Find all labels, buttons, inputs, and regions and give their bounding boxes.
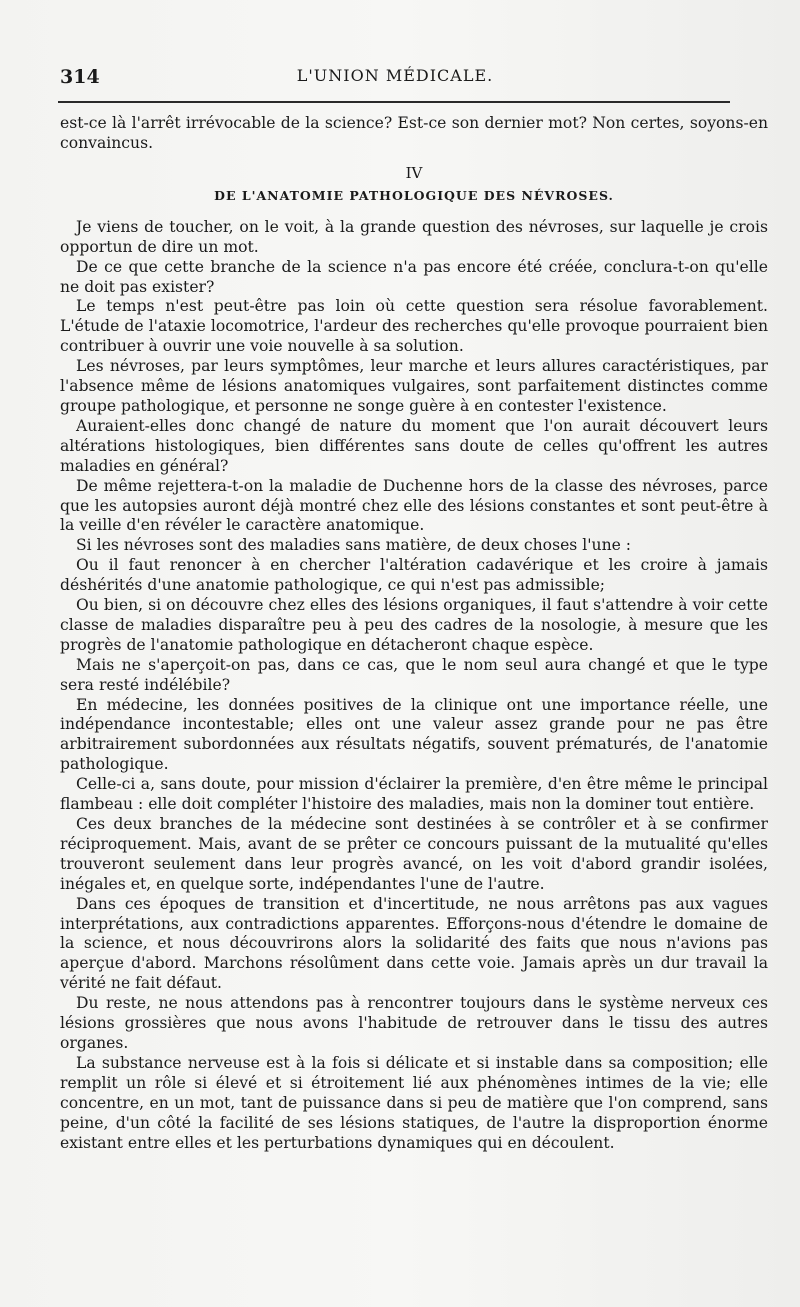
paragraph: Si les névroses sont des maladies sans matière, de deux choses l'une : xyxy=(76,536,632,555)
section-number: IV xyxy=(405,163,423,182)
paragraph: Du reste, ne nous attendons pas à rencontrer toujours dans le système nerveux ces lésions grossières que nous avons l'habitude de retrouver dans le tissu des autres organes. xyxy=(60,994,768,1052)
running-title: L'UNION MÉDICALE. xyxy=(296,66,494,85)
section-title: DE L'ANATOMIE PATHOLOGIQUE DES NÉVROSES. xyxy=(214,187,614,203)
paragraph: En médecine, les données positives de la clinique ont une importance réelle, une indépendance incontestable; elles ont une valeur assez grande pour ne pas être arbitrairement subordonnées aux résultats négatifs, souvent prématurés, de l'anatomie pathologique. xyxy=(60,695,768,774)
paragraph: Dans ces époques de transition et d'incertitude, ne nous arrêtons pas aux vagues interprétations, aux contradictions apparentes. Efforçons-nous d'étendre le domaine de la science, et nous découvrirons alors la solidarité des faits que nous n'avions pas aperçue d'abord. Marchons résolûment dans cette voie. Jamais après un dur travail la vérité ne fait défaut. xyxy=(60,894,768,993)
paragraph: Celle-ci a, sans doute, pour mission d'éclairer la première, d'en être même le principal flambeau : elle doit compléter l'histoire des maladies, mais non la dominer tout entière. xyxy=(60,775,768,814)
paragraph: Ou il faut renoncer à en chercher l'altération cadavérique et les croire à jamais déshérités d'une anatomie pathologique, ce qui n'est pas admissible; xyxy=(60,556,768,595)
article-body xyxy=(60,114,768,1153)
header-rule xyxy=(58,101,730,103)
page-header xyxy=(60,66,730,90)
paragraph: Auraient-elles donc changé de nature du moment que l'on aurait découvert leurs altérations histologiques, bien différentes sans doute de celles qu'offrent les autres maladies en général? xyxy=(60,416,768,475)
paragraph: De même rejettera-t-on la maladie de Duchenne hors de la classe des névroses, parce que les autopsies auront déjà montré chez elle des lésions constantes et sont peut-être à la veille d'en révéler le caractère anatomique. xyxy=(60,476,768,535)
paragraph: Ces deux branches de la médecine sont destinées à se contrôler et à se confirmer réciproquement. Mais, avant de se prêter ce concours puissant de la mutualité qu'elles trouveront seulement dans leur progrès avancé, on les voit d'abord grandir isolées, inégales et, en quelque sorte, indépendantes l'une de l'autre. xyxy=(60,815,768,893)
paragraph: Le temps n'est peut-être pas loin où cette question sera résolue favorablement. L'étude de l'ataxie locomotrice, l'ardeur des recherches qu'elle provoque pourraient bien contribuer à ouvrir une voie nouvelle à sa solution. xyxy=(60,297,768,356)
paragraph: Les névroses, par leurs symptômes, leur marche et leurs allures caractéristiques, par l'absence même de lésions anatomiques vulgaires, sont parfaitement distinctes comme groupe pathologique, et personne ne songe guère à en contester l'existence. xyxy=(60,357,768,415)
paragraph: Je viens de toucher, on le voit, à la grande question des névroses, sur laquelle je crois opportun de dire un mot. xyxy=(60,217,768,256)
paragraph: La substance nerveuse est à la fois si délicate et si instable dans sa composition; elle remplit un rôle si élevé et si étroitement lié aux phénomènes intimes de la vie; elle concentre, en un mot, tant de puissance dans si peu de matière que l'on comprend, sans peine, d'un côté la facilité de ses lésions statiques, de l'autre la disproportion énorme existant entre elles et les perturbations dynamiques qui en découlent. xyxy=(60,1053,768,1152)
paragraph: De ce que cette branche de la science n'a pas encore été créée, conclura-t-on qu'elle ne doit pas exister? xyxy=(60,257,768,296)
paragraph: Ou bien, si on découvre chez elles des lésions organiques, il faut s'attendre à voir cette classe de maladies disparaître peu à peu des cadres de la nosologie, à mesure que les progrès de l'anatomie pathologique en détacheront chaque espèce. xyxy=(60,596,768,654)
paragraph: est-ce là l'arrêt irrévocable de la science? Est-ce son dernier mot? Non certes, soyons-en convaincus. xyxy=(60,114,768,152)
page-number: 314 xyxy=(60,66,100,88)
paragraph: Mais ne s'aperçoit-on pas, dans ce cas, que le nom seul aura changé et que le type sera resté indélébile? xyxy=(60,655,768,694)
